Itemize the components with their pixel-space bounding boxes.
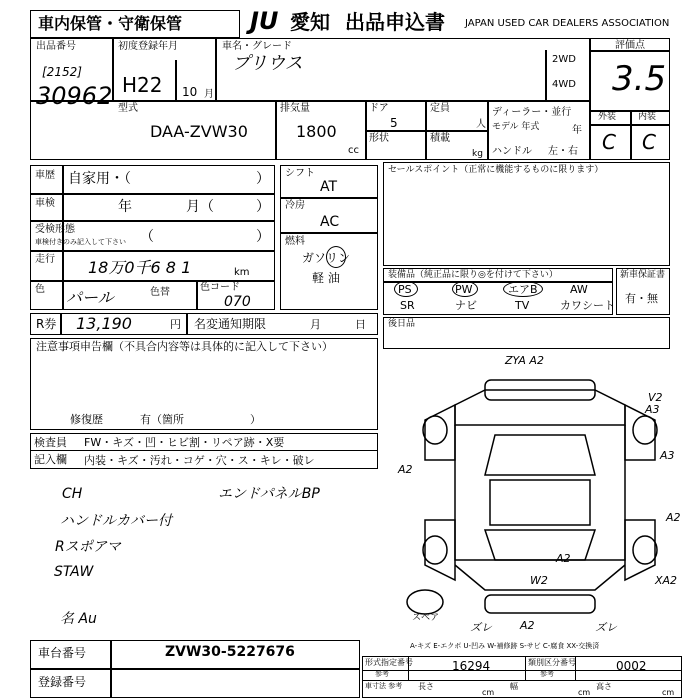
recycle-unit: 円 — [170, 318, 181, 331]
name-change-day: 日 — [355, 318, 366, 331]
displacement-value: 1800 — [296, 122, 337, 141]
lot-label: 出品番号 — [36, 41, 76, 52]
equip-aw: AW — [570, 283, 588, 296]
class-ref: 参考 — [540, 670, 554, 678]
inspection-close: ） — [256, 199, 270, 215]
mark-a2-right: A2 — [666, 511, 681, 524]
color-code-value: 070 — [224, 294, 251, 310]
reception-value: （ — [140, 229, 154, 245]
recycle-label: R券 — [36, 317, 57, 331]
shift-value: AT — [320, 179, 338, 195]
note-staw: STAW — [54, 564, 94, 580]
registration-era-year: H22 — [122, 73, 163, 97]
mark-v2: V2 — [648, 391, 663, 404]
mark-front: ZYA A2 — [505, 354, 544, 367]
mark-shift-2: ズレ — [595, 621, 617, 634]
handle-options: 左・右 — [548, 146, 578, 157]
wheel-fl — [423, 416, 447, 444]
color-value: パール — [66, 288, 114, 307]
equip-ps-circle — [394, 281, 418, 297]
equip-navi: ナビ — [455, 299, 477, 312]
org-name: 愛知 — [290, 10, 330, 34]
load-label: 積載 — [430, 133, 450, 144]
aircon-label: 冷房 — [285, 200, 305, 211]
vehicle-info-frame — [30, 38, 590, 160]
inspection-label: 車検 — [35, 198, 55, 209]
lot-number: 30962 — [36, 82, 113, 110]
equip-airbag-circle — [503, 281, 543, 297]
repair-label: 修復歴 — [70, 413, 103, 426]
dim-height-unit: cm — [662, 688, 675, 697]
storage-label: 車内保管・守衛保管 — [38, 14, 183, 33]
designation-value: 16294 — [452, 659, 491, 673]
registration-month: 10 — [182, 85, 198, 99]
car-name-value: プリウス — [232, 53, 303, 74]
designation-ref: 参考 — [375, 670, 389, 678]
aircon-value: AC — [320, 214, 340, 230]
equip-sr: SR — [400, 299, 415, 312]
shift-label: シフト — [285, 168, 315, 179]
registration-label: 初度登録年月 — [118, 41, 178, 52]
rear-window-outline — [485, 530, 595, 560]
rating-label: 評価点 — [615, 40, 645, 51]
equip-leather-seat: カワシート — [560, 299, 615, 312]
model-value: DAA-ZVW30 — [150, 122, 248, 141]
model-year-unit: 年 — [572, 125, 582, 136]
name-change-label: 名変通知期限 — [194, 317, 267, 331]
mileage-value: 18万0千6 8 1 — [88, 258, 192, 277]
repair-close: ） — [250, 413, 261, 426]
options-frame — [383, 317, 670, 349]
note-ch: CH — [62, 486, 83, 502]
history-value: 自家用・（ — [68, 171, 131, 187]
rear-bumper-outline — [485, 595, 595, 613]
roof-outline — [490, 480, 590, 525]
equip-pw-circle — [452, 281, 478, 297]
options-label: 後日品 — [388, 319, 416, 329]
mark-a2-rear: A2 — [520, 619, 535, 632]
fuel-selected-circle — [326, 246, 346, 268]
fuel-label: 燃料 — [285, 236, 305, 247]
capacity-label: 定員 — [430, 103, 450, 114]
inspector-fw-row: FW・キズ・凹・ヒビ割・リペア跡・X要 — [84, 436, 285, 449]
inspection-month-unit: 月（ — [186, 199, 214, 215]
dim-length-unit: cm — [482, 688, 495, 697]
inspection-year-unit: 年 — [118, 199, 132, 215]
repaint-label: 色替 — [150, 287, 170, 298]
mark-a3-2: A3 — [660, 449, 675, 462]
dim-length-label: 長さ — [418, 682, 434, 691]
designation-label: 形式指定番号 — [365, 658, 413, 667]
class-value: 0002 — [616, 659, 647, 673]
note-name: 名 Au — [60, 611, 97, 627]
note-rear-spoiler: Rスポアマ — [55, 539, 121, 555]
rating-value: 3.5 — [612, 59, 667, 99]
doors-value: 5 — [390, 116, 398, 130]
english-title: JAPAN USED CAR DEALERS ASSOCIATION — [465, 18, 670, 29]
mark-xa2: XA2 — [655, 574, 678, 587]
wheel-rr — [633, 536, 657, 564]
car-name-label: 車名・グレード — [222, 41, 292, 52]
ju-logo: JU — [250, 7, 279, 35]
body-outline — [455, 425, 625, 560]
fuel-value: ガソリン — [302, 251, 351, 265]
mark-spare: スペア — [412, 613, 440, 623]
equip-airbag: エアB — [508, 283, 538, 296]
spare-tire — [407, 590, 443, 614]
warranty-value: 有・無 — [625, 292, 658, 305]
mark-a2-trunk: A2 — [556, 552, 571, 565]
exterior-label: 外装 — [598, 112, 617, 122]
lot-sub-number: [2152] — [42, 65, 82, 79]
dimensions-label: 車寸法 参考 — [365, 682, 403, 690]
interior-label: 内装 — [638, 112, 657, 122]
color-label: 色 — [35, 284, 45, 295]
equip-tv: TV — [515, 299, 530, 312]
mark-a2-left: A2 — [398, 463, 413, 476]
note-handle-cover: ハンドルカバー付 — [60, 513, 172, 529]
wheel-fr — [633, 416, 657, 444]
dim-height-label: 高さ — [596, 682, 612, 691]
model-year-label: モデル 年式 — [492, 122, 540, 132]
mileage-unit: km — [234, 267, 250, 278]
note-end-panel: エンドパネルBP — [218, 486, 320, 502]
plate-label: 登録番号 — [38, 675, 87, 689]
sales-point-frame — [383, 162, 670, 266]
mileage-label: 走行 — [35, 254, 55, 265]
wheel-rl — [423, 536, 447, 564]
model-label: 型式 — [118, 103, 138, 114]
class-label: 類別区分番号 — [528, 658, 576, 667]
diagram-legend: A-キズ E-エクボ U-凹み W-補修跡 S-サビ C-腐食 XX-交換済 — [410, 642, 600, 650]
windshield-outline — [485, 435, 595, 475]
capacity-unit: 人 — [476, 119, 486, 130]
notes-label: 注意事項申告欄（不具合内容等は具体的に記入して下さい） — [36, 340, 333, 353]
dealer-label: ディーラー・並行 — [492, 107, 572, 118]
drive-2wd: 2WD — [552, 54, 576, 65]
dim-width-label: 幅 — [510, 682, 518, 691]
load-unit: kg — [472, 149, 483, 159]
hood-outline — [455, 390, 625, 425]
fuel-option2: 軽 油 — [312, 271, 340, 285]
dim-width-unit: cm — [578, 688, 591, 697]
chassis-value: ZVW30-5227676 — [165, 644, 295, 660]
mark-shift-1: ズレ — [470, 621, 492, 634]
sales-point-label: セールスポイント（正常に機能するものに限ります） — [388, 165, 604, 175]
exterior-value: C — [602, 130, 616, 154]
handle-label: ハンドル — [492, 146, 532, 157]
drive-4wd: 4WD — [552, 79, 576, 90]
recycle-value: 13,190 — [76, 314, 132, 333]
doors-label: ドア — [369, 103, 389, 114]
form-title: 出品申込書 — [345, 10, 445, 34]
chassis-label: 車台番号 — [38, 646, 87, 660]
warranty-label: 新車保証書 — [620, 270, 666, 280]
inspector-label2: 記入欄 — [34, 453, 67, 466]
interior-value: C — [642, 130, 656, 154]
history-label: 車歴 — [35, 170, 55, 181]
shape-label: 形状 — [369, 133, 389, 144]
equipment-label: 装備品（純正品に限り◎を付けて下さい） — [388, 270, 558, 280]
mark-w2: W2 — [530, 574, 548, 587]
reception-close: ） — [256, 229, 270, 245]
color-code-label: 色コード — [200, 282, 240, 293]
reception-note: 車検付きのみ記入して下さい — [35, 238, 126, 246]
name-change-month: 月 — [310, 318, 321, 331]
inspector-interior-row: 内装・キズ・汚れ・コゲ・穴・ス・キレ・破レ — [84, 454, 315, 467]
reception-label: 受検形態 — [35, 224, 75, 235]
displacement-unit: cc — [348, 145, 359, 156]
registration-month-unit: 月 — [204, 89, 214, 100]
equip-pw: PW — [455, 283, 473, 296]
mark-a3-1: A3 — [645, 403, 660, 416]
repair-value: 有（箇所 — [140, 413, 184, 426]
displacement-label: 排気量 — [280, 103, 310, 114]
inspector-label1: 検査員 — [34, 436, 67, 449]
history-close: ） — [256, 171, 270, 187]
equip-ps: PS — [398, 283, 412, 296]
